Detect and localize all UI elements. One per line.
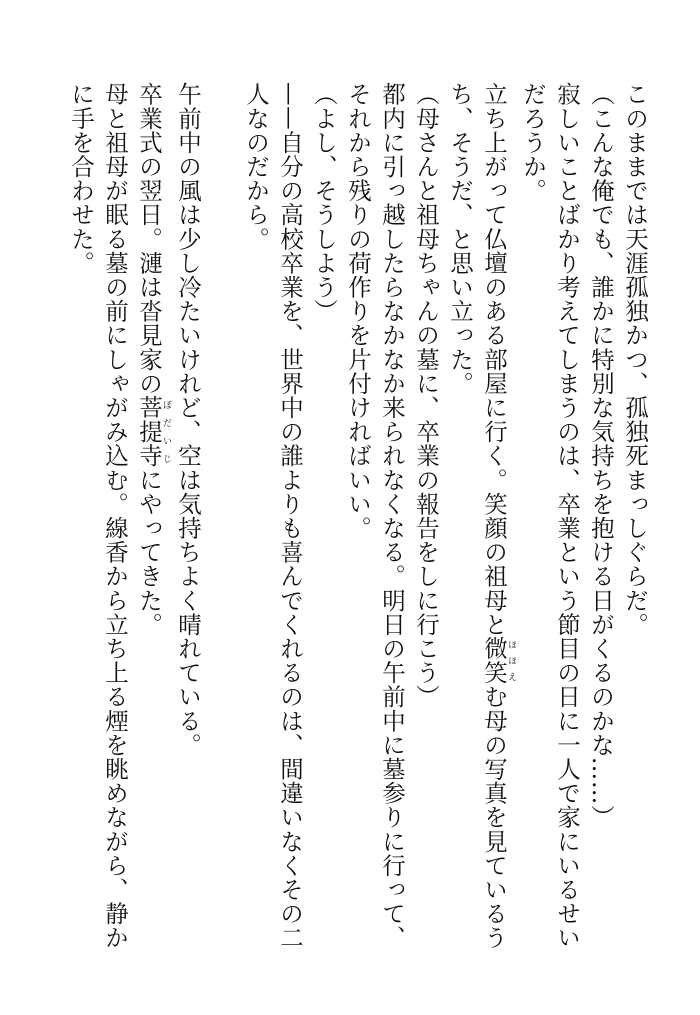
paragraph-3: 寂しいことばかり考えてしまうのは、卒業という節目の日に一人で家にいるせいだろうか。 — [519, 82, 581, 950]
paragraph-10-text: 卒業式の翌日。漣は沓見家の — [135, 82, 163, 396]
paragraph-1: このままでは天涯孤独かつ、孤独死まっしぐらだ。 — [621, 82, 649, 637]
paragraph-10-tail: にやってきた。 — [135, 467, 163, 637]
paragraph-4-tail: む母の写真を見ているうち、そうだ、と思い立った。 — [446, 82, 508, 950]
paragraph-7: （よし、そうしよう） — [310, 82, 338, 323]
paragraph-4-text: 立ち上がって仏壇のある部屋に行く。笑顔の祖母と — [480, 82, 508, 637]
paragraph-2: （こんな俺でも、誰かに特別な気持ちを抱ける日がくるのかな……） — [587, 82, 615, 830]
ruby-hohoemu-base: 微笑 — [480, 636, 508, 685]
ruby-bodaiji-base: 菩提寺 — [135, 395, 163, 468]
ruby-hohoemu-reading: ほほえ — [506, 636, 516, 685]
paragraph-5: （母さんと祖母ちゃんの墓に、卒業の報告をしに行こう） — [412, 82, 440, 709]
paragraph-6: 都内に引っ越したらなかなか来られなくなる。明日の午前中に墓参りに行って、それから残りの荷作りを片付ければいい。 — [344, 82, 406, 950]
ruby-bodaiji — [135, 395, 171, 468]
ruby-bodaiji-reading: ぼだいじ — [161, 395, 171, 468]
paragraph-4 — [443, 82, 516, 962]
scene-break — [205, 82, 239, 962]
paragraph-11: 母と祖母が眠る墓の前にしゃがみ込む。線香から立ち上る煙を眺めながら、静かに手を合わせた。 — [67, 82, 129, 950]
ruby-hohoemu — [480, 636, 516, 685]
paragraph-8: ——自分の高校卒業を、世界中の誰よりも喜んでくれるのは、間違いなくその二人なのだから。 — [242, 82, 304, 950]
paragraph-9: 午前中の風は少し冷たいけれど、空は気持ちよく晴れている。 — [174, 82, 202, 757]
paragraph-10 — [132, 82, 171, 962]
vertical-text-body — [40, 82, 652, 962]
